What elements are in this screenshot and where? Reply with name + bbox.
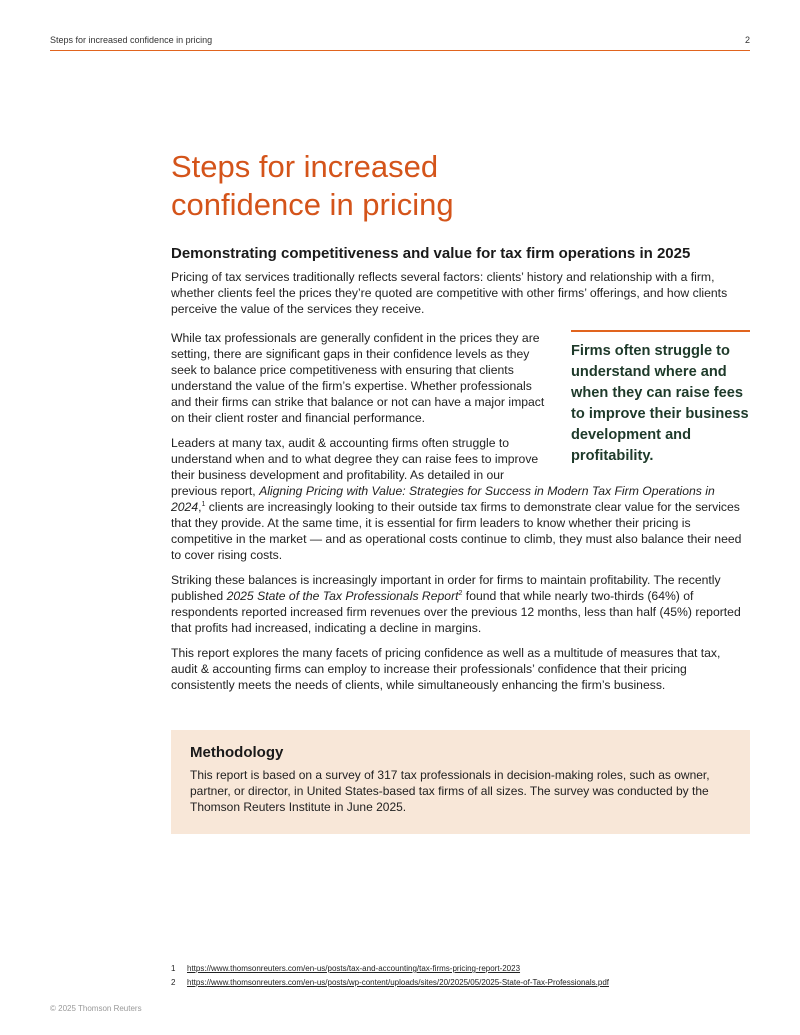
intro-paragraph: Pricing of tax services traditionally reflects several factors: clients’ history and relationship with a firm, whether clients feel the prices they’re quoted are competitive with other firms’ offerings, and how clients perceive the value of the services they receive. bbox=[171, 270, 728, 316]
footnote-ref-2[interactable]: 2 bbox=[458, 589, 463, 597]
header-title: Steps for increased confidence in pricing bbox=[50, 35, 213, 45]
page-title-line-1: Steps for increased bbox=[171, 149, 439, 184]
section-heading: Demonstrating competitiveness and value for tax firm operations in 2025 bbox=[171, 245, 691, 262]
methodology-text: This report is based on a survey of 317 tax professionals in decision-making roles, such as owner, partner, or director, in United States-based tax firms of all sizes. The survey was conducted by the Thomson Reuters Institute in June 2025. bbox=[190, 768, 710, 814]
footnote-number: 1 bbox=[171, 964, 176, 973]
paragraph-text: found that while nearly two-thirds (64%) of respondents reported increased firm revenues over the previous 12 months, less than half (45%) reported that profits had increased, indicating a decline in margins. bbox=[171, 589, 741, 635]
running-header bbox=[50, 30, 750, 51]
footnotes bbox=[171, 962, 751, 990]
paragraph-report-scope: This report explores the many facets of pricing confidence as well as a multitude of measures that tax, audit & accounting firms can employ to increase their professionals’ confidence that their pricing consistently meets the needs of clients, while simultaneously enhancing the firm’s business. bbox=[171, 646, 721, 692]
footnote-1 bbox=[171, 962, 751, 976]
paragraph-profitability bbox=[171, 572, 750, 636]
paragraph-text: Leaders at many tax, audit & accounting firms often struggle to understand when and to what degree they can raise fees to improve their business development and profitability. As detailed in our previous report, bbox=[171, 436, 539, 498]
copyright: © 2025 Thomson Reuters bbox=[50, 1004, 142, 1013]
paragraph-confidence-gaps: While tax professionals are generally confident in the prices they are setting, there are significant gaps in their confidence levels as they seek to balance price competitiveness with ensuring that clients understand the value of the firm’s expertise. Whether professionals and their firms can strike that balance or not can have a major impact on their client roster and financial performance. bbox=[171, 331, 545, 425]
paragraph-text: clients are increasingly looking to their outside tax firms to demonstrate clear value for the services that they provide. At the same time, it is essential for firm leaders to know whether their pricing is competitive in the market — and as operational costs continue to climb, they must also balance their need to cover rising costs. bbox=[171, 500, 742, 562]
footnote-number: 2 bbox=[171, 978, 176, 987]
pull-quote: Firms often struggle to understand where and when they can raise fees to improve their business development and profitability. bbox=[571, 330, 750, 467]
methodology-box bbox=[171, 730, 750, 834]
report-citation-1: Aligning Pricing with Value: Strategies for Success in Modern Tax Firm Operations in 2024 bbox=[171, 484, 715, 514]
methodology-heading: Methodology bbox=[190, 744, 284, 761]
page-title-line-2: confidence in pricing bbox=[171, 187, 454, 222]
footnote-2 bbox=[171, 976, 751, 990]
page-number: 2 bbox=[744, 35, 750, 45]
article-body bbox=[171, 330, 750, 693]
footnote-link[interactable]: https://www.thomsonreuters.com/en-us/posts/tax-and-accounting/tax-firms-pricing-report-2023 bbox=[187, 964, 521, 973]
paragraph-raising-fees: Leaders at many tax, audit & accounting firms often struggle to understand when and to what degree they can raise fees to improve their business development and profitability. As detailed in our previous report, Aligning Pricing with Value: Strategies for Success in Modern Tax Firm Operations in 2024,$^1$ clients are increasingly looking to their outside tax firms to demonstrate clear value for the services that they provide. At the same time, it is essential for firm leaders to know whether their pricing is competitive in the market — and as operational costs continue to climb, they must also balance their need to cover rising costs. bbox=[171, 436, 742, 562]
footnote-link[interactable]: https://www.thomsonreuters.com/en-us/posts/wp-content/uploads/sites/20/2025/05/2025-State-of-Tax-Professionals.pdf bbox=[187, 978, 609, 987]
footnote-ref-1[interactable]: 1 bbox=[201, 500, 206, 508]
page-title bbox=[171, 148, 691, 224]
paragraph-text: Striking these balances is increasingly important in order for firms to maintain profitability. The recently published bbox=[171, 573, 721, 603]
report-citation-2: 2025 State of the Tax Professionals Report bbox=[226, 589, 459, 603]
